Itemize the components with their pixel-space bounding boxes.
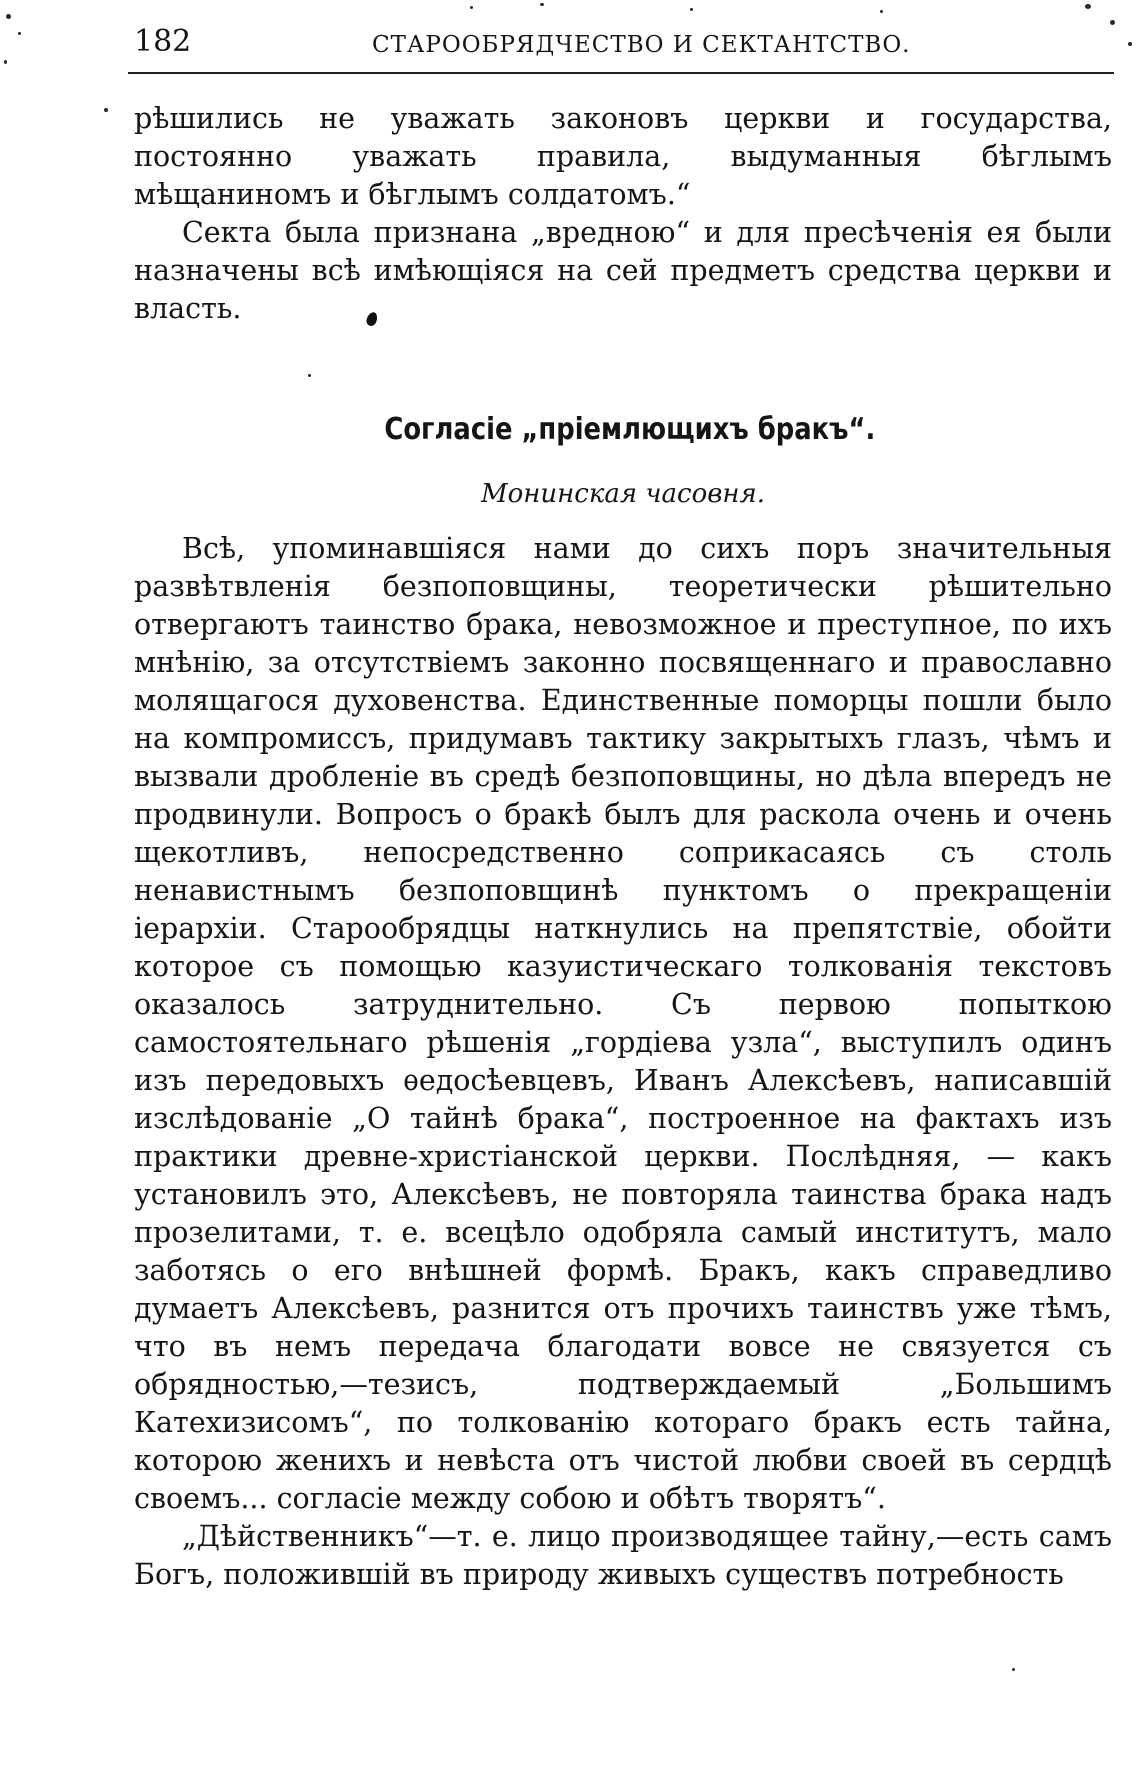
main-paragraph-continues: „Дѣйственникъ“—т. е. лицо производящее тайну,—есть самъ Богъ, положившій въ природу живыхъ существъ потребность	[134, 1520, 1112, 1591]
scan-speck	[470, 6, 473, 9]
page-header	[134, 22, 1114, 72]
page-number: 182	[134, 24, 192, 59]
main-text-block	[134, 530, 1112, 1594]
intro-paragraph-continued: рѣшились не уважать законовъ церкви и государства, постоянно уважать правила, выдуманныя бѣглымъ мѣщаниномъ и бѣглымъ солдатомъ.“	[134, 102, 1112, 211]
scan-speck	[308, 374, 311, 377]
header-rule	[128, 72, 1114, 74]
scan-speck	[4, 60, 7, 64]
main-paragraph: Всѣ, упоминавшіяся нами до сихъ поръ значительныя развѣтвленія безпоповщины, теоретически рѣшительно отвергаютъ таинство брака, невозможное и преступное, по ихъ мнѣнію, за отсутствіемъ законно посвященнаго и православно молящагося духовенства. Единственные поморцы пошли было на компромиссъ, придумавъ тактику закрытыхъ глазъ, чѣмъ и вызвали дробленіе въ средѣ безпоповщины, но дѣла впередъ не продвинули. Вопросъ о бракѣ былъ для раскола очень и очень щекотливъ, непосредственно соприкасаясь съ столь ненавистнымъ безпоповщинѣ пунктомъ о прекращеніи іерархіи. Старообрядцы наткнулись на препятствіе, обойти которое съ помощью казуистическаго толкованія текстовъ оказалось затруднительно. Съ первою попыткою самостоятельнаго рѣшенія „гордіева узла“, выступилъ одинъ изъ передовыхъ ѳедосѣевцевъ, Иванъ Алексѣевъ, написавшій изслѣдованіе „О тайнѣ брака“, построенное на фактахъ изъ практики древне-христіанской церкви. Послѣдняя, — какъ установилъ это, Алексѣевъ, не повторяла таинства брака надъ прозелитами, т. е. всецѣло одобряла самый институтъ, мало заботясь о его внѣшней формѣ. Бракъ, какъ справедливо думаетъ Алексѣевъ, разнится отъ прочихъ таинствъ уже тѣмъ, что въ немъ передача благодати вовсе не связуется съ обрядностью,—тезисъ, подтверждаемый „Большимъ Катехизисомъ“, по толкованію котораго бракъ есть тайна, которою женихъ и невѣста отъ чистой любви своей въ сердцѣ своемъ... согласіе между собою и обѣтъ творятъ“.	[134, 532, 1112, 1515]
scan-speck	[104, 108, 108, 112]
scan-speck	[6, 14, 11, 19]
scan-speck	[18, 32, 21, 35]
section-subtitle: Монинская часовня.	[481, 479, 765, 509]
scan-speck	[540, 3, 544, 6]
intro-paragraph: Секта была признана „вредною“ и для пресѣченія ея были назначены всѣ имѣющіяся на сей предметъ средства церкви и власть.	[134, 216, 1112, 325]
scan-speck	[1085, 4, 1091, 9]
scan-speck	[690, 8, 693, 11]
intro-text-block	[134, 100, 1112, 328]
scan-speck	[1128, 42, 1132, 46]
running-title: СТАРООБРЯДЧЕСТВО И СЕКТАНТСТВО.	[372, 32, 911, 58]
scan-speck	[1012, 1668, 1015, 1671]
scan-speck	[880, 10, 883, 13]
section-title: Согласіе „пріемлющихъ бракъ“.	[384, 412, 876, 447]
